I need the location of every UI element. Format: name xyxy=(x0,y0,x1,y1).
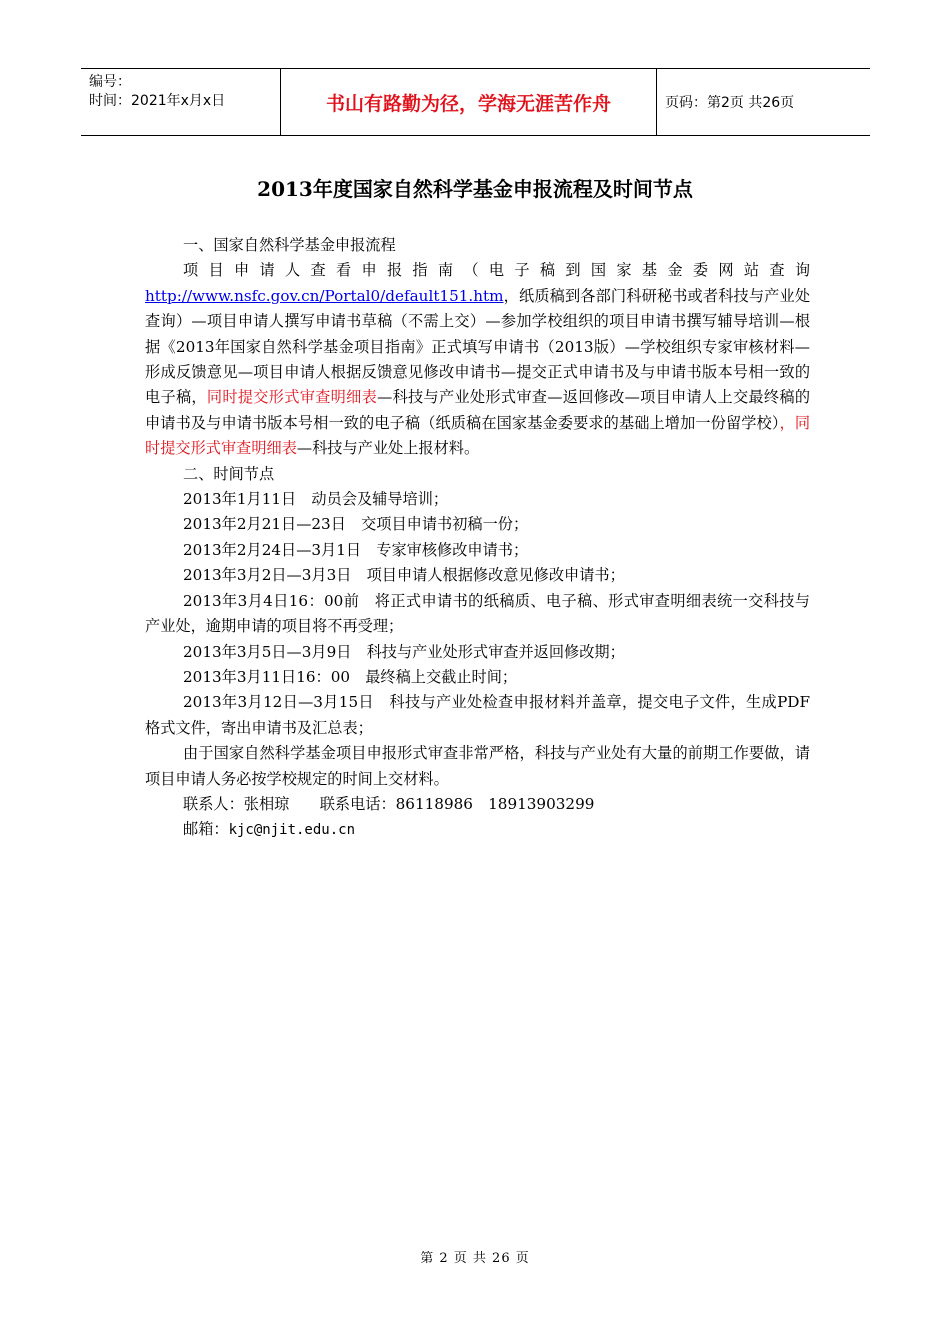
header-page-info: 页码：第2页 共26页 xyxy=(665,95,795,111)
document-time-label: 时间：2021年x月x日 xyxy=(89,93,226,109)
timeline-item: 2013年3月2日—3月3日 项目申请人根据修改意见修改申请书； xyxy=(183,566,625,585)
section-heading-timeline: 二、时间节点 xyxy=(183,464,275,483)
process-highlight-1: 同时提交形式审查明细表 xyxy=(206,388,378,407)
nsfc-link[interactable]: http://www.nsfc.gov.cn/Portal0/default151.htm xyxy=(145,286,504,305)
page-header xyxy=(81,68,870,136)
section-heading-process: 一、国家自然科学基金申报流程 xyxy=(183,236,396,254)
process-text-2: ，纸质稿到各部门科研秘书或者科技与产业处查询）—项目申请人撰写申请书草稿（不需上交）—参加学校组织的项目申请书撰写辅导培训—根据《2013年国家自然科学基金项目指南》正式填写申请书（2013版）—学校组织专家审核材料—形成反馈意见—项目申请人根据反馈意见修改申请书—提交正式申请书及与申请书版本号相一致的电子稿， xyxy=(145,286,810,407)
timeline-item: 2013年2月24日—3月1日 专家审核修改申请书； xyxy=(183,540,529,559)
contact-line: 联系人：张相琼 联系电话：86118986 18913903299 xyxy=(183,794,595,813)
note-paragraph: 由于国家自然科学基金项目申报形式审查非常严格，科技与产业处有大量的前期工作要做，请项目申请人务必按学校规定的时间上交材料。 xyxy=(145,744,810,788)
email-line xyxy=(145,817,810,843)
email-label: 邮箱： xyxy=(183,820,229,839)
timeline-item: 2013年3月11日16：00 最终稿上交截止时间； xyxy=(183,667,518,686)
header-motto: 书山有路勤为径，学海无涯苦作舟 xyxy=(281,69,657,135)
process-highlight-2: ，同时提交形式审查明细表 xyxy=(145,413,811,458)
timeline-item: 2013年1月11日 动员会及辅导培训； xyxy=(183,490,449,509)
document-title: 2013年度国家自然科学基金申报流程及时间节点 xyxy=(257,177,693,201)
document-number-label: 编号： xyxy=(89,74,131,90)
process-text-4: —科技与产业处上报材料。 xyxy=(296,439,480,458)
timeline-item: 2013年3月4日16：00前 将正式申请书的纸稿质、电子稿、形式审查明细表统一交科技与产业处，逾期申请的项目将不再受理； xyxy=(145,591,810,636)
header-meta xyxy=(81,69,281,135)
email-address: kjc@njit.edu.cn xyxy=(228,822,355,839)
timeline-item: 2013年3月12日—3月15日 科技与产业处检查申报材料并盖章，提交电子文件，生成PDF格式文件，寄出申请书及汇总表； xyxy=(145,693,810,737)
timeline-item: 2013年2月21日—23日 交项目申请书初稿一份； xyxy=(183,515,529,534)
page-footer: 第 2 页 共 26 页 xyxy=(420,1251,530,1266)
process-text-1: 项目申请人查看申报指南（电子稿到国家基金委网站查询 xyxy=(183,261,810,280)
timeline-item: 2013年3月5日—3月9日 科技与产业处形式审查并返回修改期； xyxy=(183,642,625,661)
process-text-3: —科技与产业处形式审查—返回修改—项目申请人上交最终稿的申请书及与申请书版本号相一致的电子稿（纸质稿在国家基金委要求的基础上增加一份留学校） xyxy=(145,388,811,432)
document-body xyxy=(145,233,810,844)
process-paragraph xyxy=(145,258,810,461)
